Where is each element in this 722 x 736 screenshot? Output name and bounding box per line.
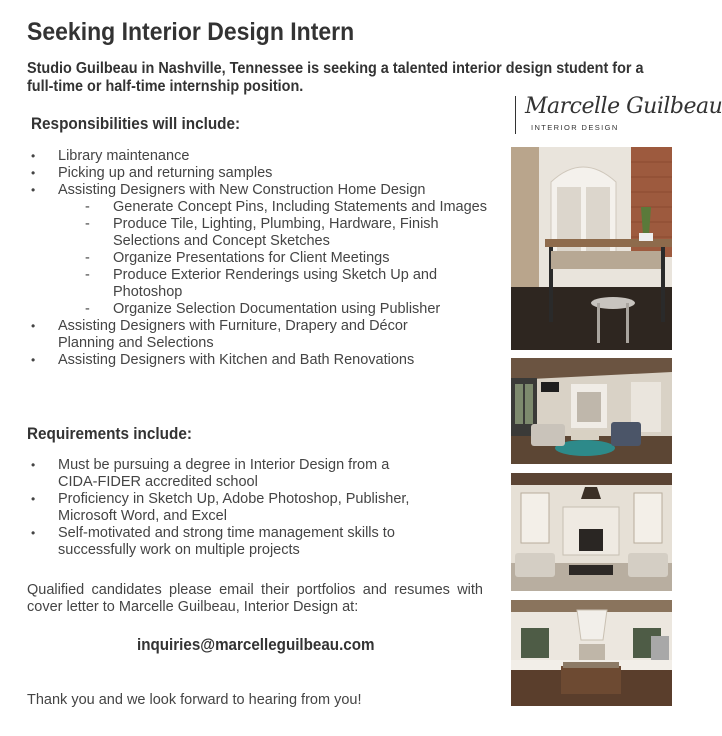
sub-list-item: - Generate Concept Pins, Including Statements and Images: [27, 199, 487, 216]
list-item: • Must be pursuing a degree in Interior Design from a CIDA-FIDER accredited school: [27, 457, 467, 491]
sub-list-item: - Organize Selection Documentation using Publisher: [27, 301, 487, 318]
photo-living-room: [511, 358, 672, 464]
logo-subtitle: INTERIOR DESIGN: [531, 123, 619, 132]
closing-text: Thank you and we look forward to hearing from you!: [27, 692, 362, 708]
intro-text: Studio Guilbeau in Nashville, Tennessee is seeking a talented interior design student for a full-time or half-time internship position.: [27, 60, 644, 95]
list-item: • Library maintenance: [27, 148, 487, 165]
responsibilities-heading: Responsibilities will include:: [31, 114, 241, 133]
apply-text: Qualified candidates please email their portfolios and resumes with cover letter to Marcelle Guilbeau, Interior Design at:: [27, 582, 483, 615]
photo-kitchen: [511, 600, 672, 706]
list-item: • Picking up and returning samples: [27, 165, 487, 182]
sub-list-item: - Organize Presentations for Client Meetings: [27, 250, 487, 267]
sub-list-item: - Produce Exterior Renderings using Sketch Up and Photoshop: [27, 267, 487, 301]
photo-fireplace: [511, 473, 672, 591]
logo-script: Marcelle Guilbeau: [525, 94, 722, 119]
email-link[interactable]: inquiries@marcelleguilbeau.com: [137, 636, 375, 654]
sub-list-item: - Produce Tile, Lighting, Plumbing, Hardware, Finish Selections and Concept Sketches: [27, 216, 487, 250]
page-title: Seeking Interior Design Intern: [27, 18, 355, 46]
studio-logo: [513, 94, 722, 136]
logo-divider: [515, 96, 516, 134]
list-item: • Assisting Designers with Kitchen and Bath Renovations: [27, 352, 487, 369]
list-item: • Self-motivated and strong time management skills to successfully work on multiple projects: [27, 525, 467, 559]
requirements-list: [27, 457, 467, 559]
photo-dining: [511, 147, 672, 350]
list-item: • Assisting Designers with Furniture, Drapery and Décor Planning and Selections: [27, 318, 487, 352]
list-item: • Assisting Designers with New Construction Home Design: [27, 182, 487, 199]
requirements-heading: Requirements include:: [27, 424, 192, 443]
responsibilities-list: [27, 148, 487, 369]
list-item: • Proficiency in Sketch Up, Adobe Photoshop, Publisher, Microsoft Word, and Excel: [27, 491, 467, 525]
